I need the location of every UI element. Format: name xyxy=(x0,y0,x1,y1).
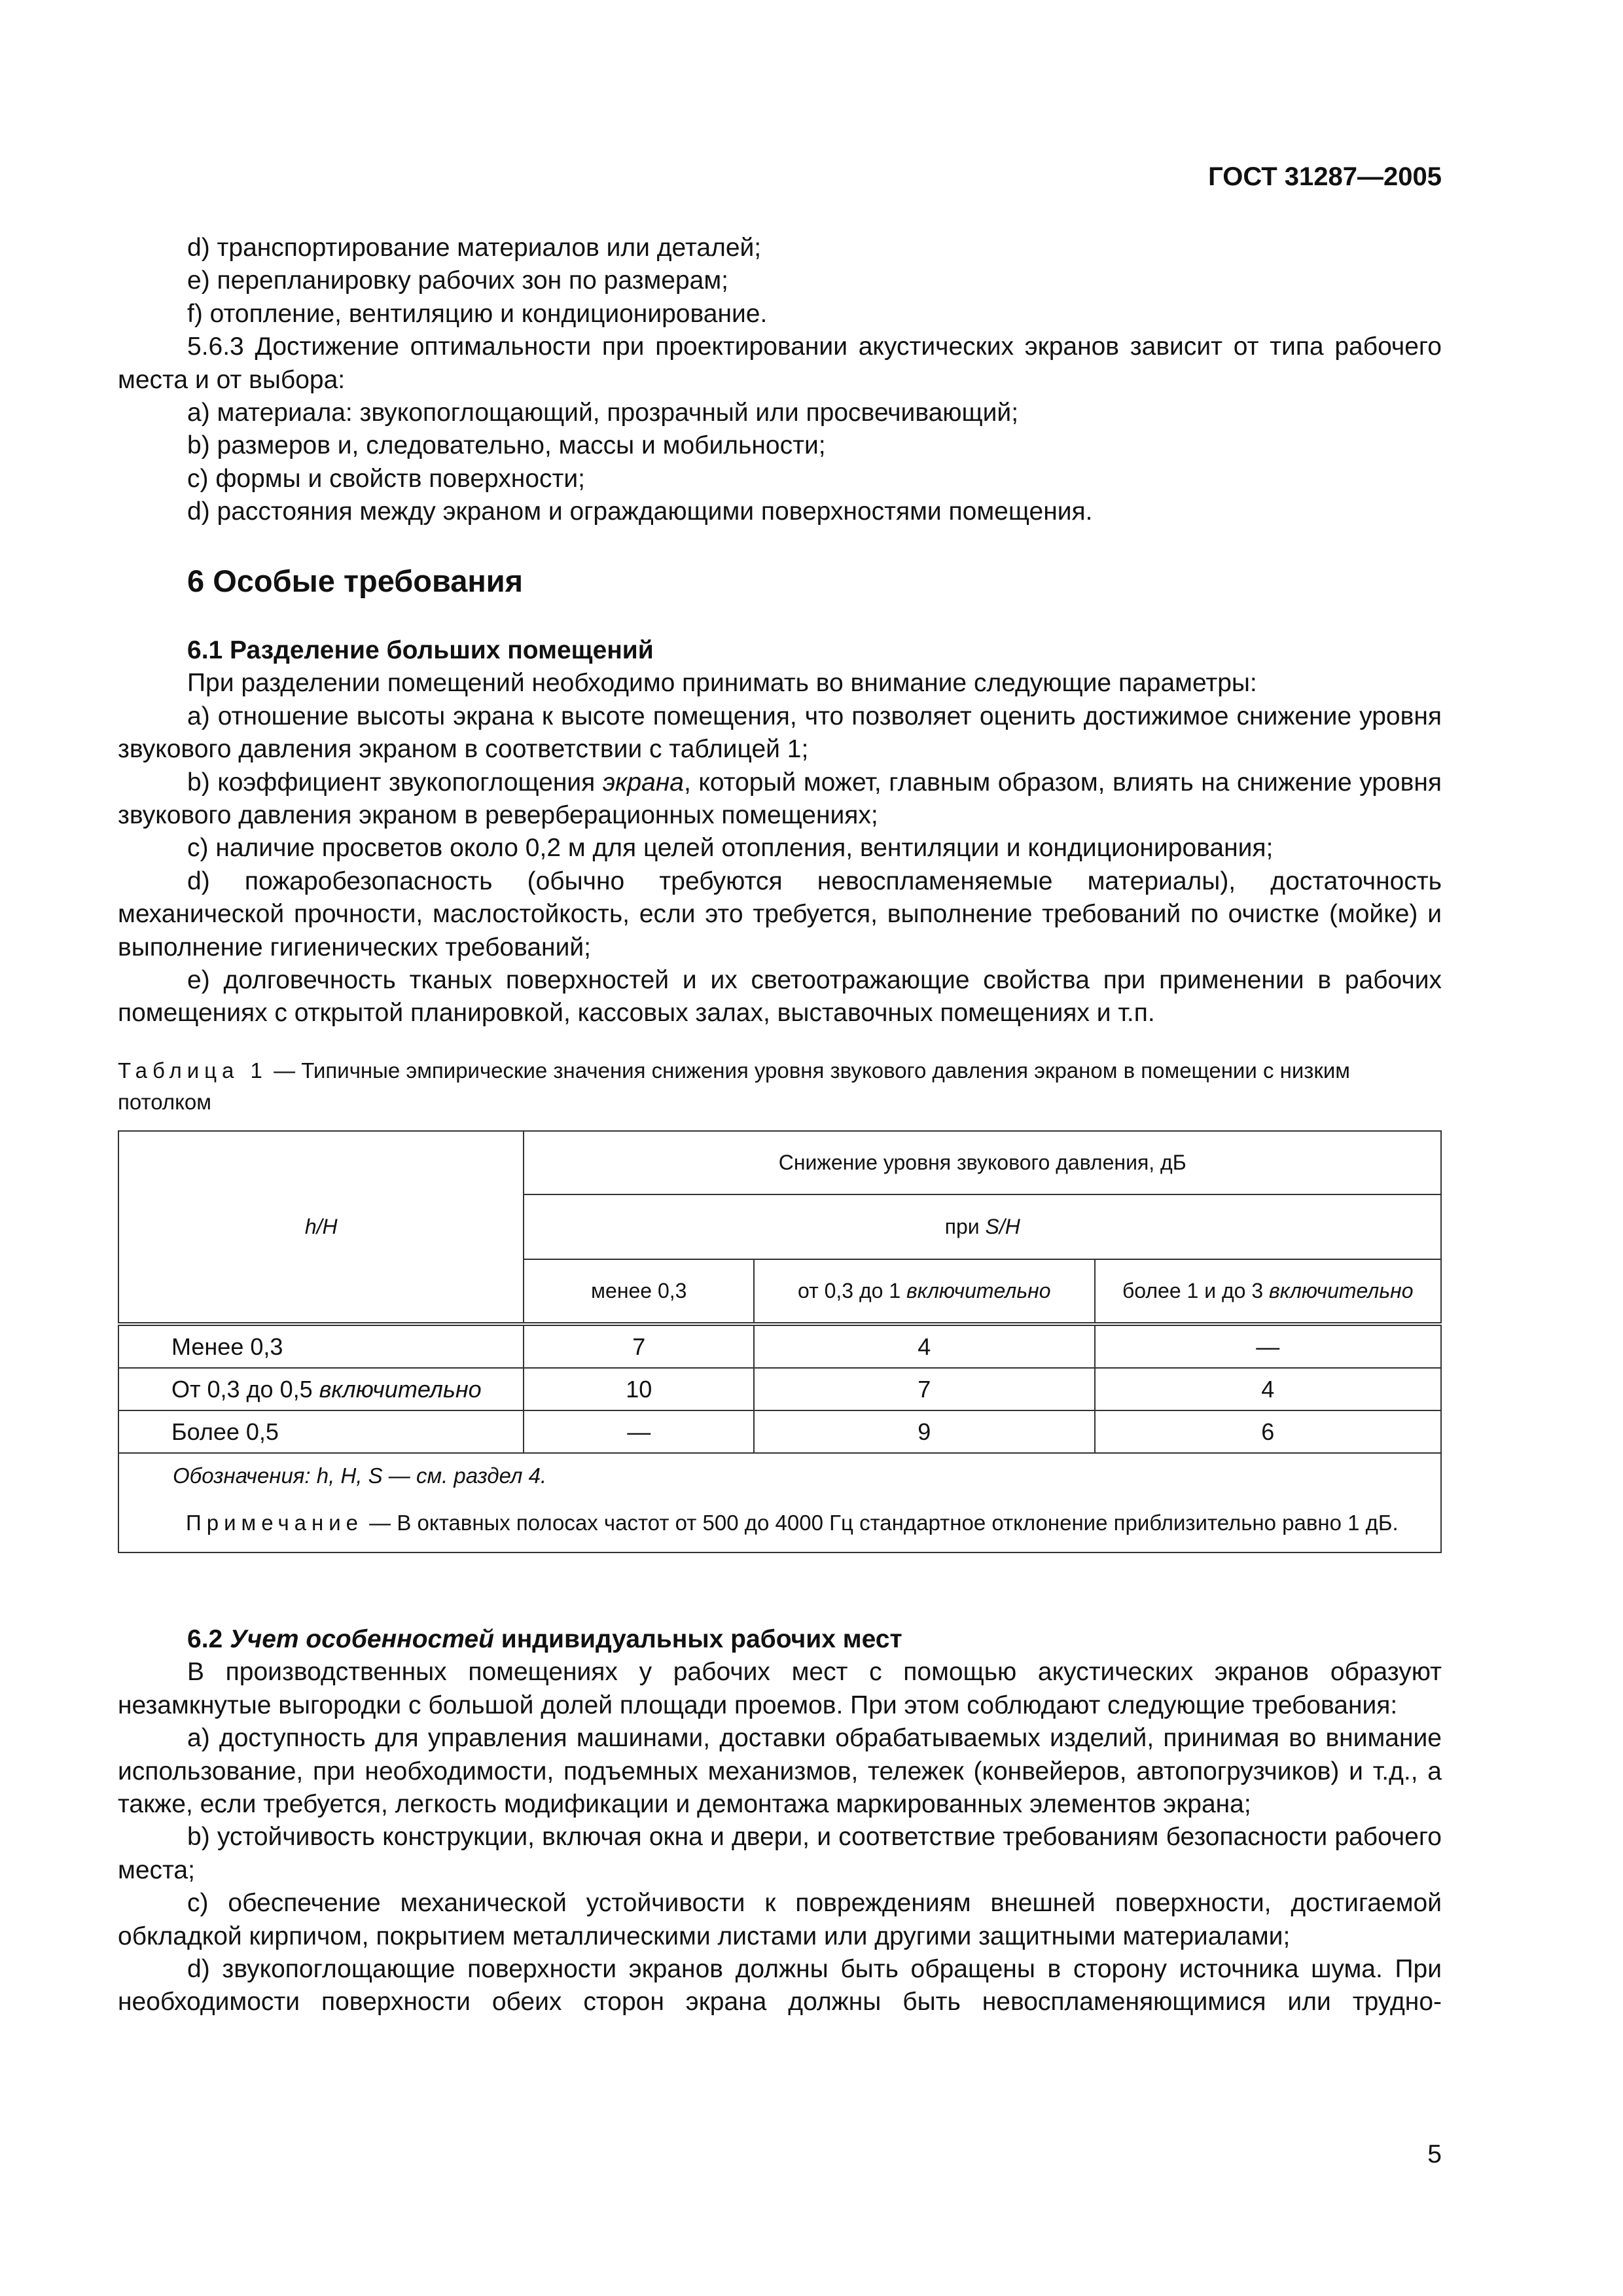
table-row xyxy=(118,1324,1441,1368)
text: Более 0,5 xyxy=(171,1418,279,1445)
section-5-6-continuation xyxy=(118,232,1442,529)
text: при xyxy=(944,1215,986,1238)
column-header xyxy=(1095,1259,1442,1324)
subsection-heading xyxy=(118,1623,1442,1656)
text-italic: включительно xyxy=(319,1375,482,1403)
table-notes xyxy=(118,1453,1441,1552)
list-item: b) размеров и, следовательно, массы и мобильности; xyxy=(187,431,826,460)
list-item: a) материала: звукопоглощающий, прозрачный или просвечивающий; xyxy=(187,399,1019,427)
table-cell: 9 xyxy=(754,1410,1094,1453)
paragraph-5-6-3: 5.6.3 Достижение оптимальности при проектировании акустических экранов зависит от типа рабочего места и от выбора: xyxy=(118,332,1442,394)
note-text: — В октавных полосах частот от 500 до 4000 Гц стандартное отклонение приблизительно равно 1 дБ. xyxy=(363,1511,1399,1535)
list-item: d) пожаробезопасность (обычно требуются невоспламеняемые материалы), достаточность механической прочности, маслостойкость, если это требуется, выполнение требований по очистке (мойке) и выполнение гигиенических требований; xyxy=(118,867,1442,961)
row-label xyxy=(118,1324,524,1368)
list-item: b) устойчивость конструкции, включая окна и двери, и соответствие требованиям безопасности рабочего места; xyxy=(118,1823,1442,1884)
column-group-header: Снижение уровня звукового давления, дБ xyxy=(524,1131,1441,1194)
subsection-heading: 6.1 Разделение больших помещений xyxy=(187,636,654,664)
list-item: d) расстояния между экраном и ограждающими поверхностями помещения. xyxy=(187,497,1093,526)
text: индивидуальных рабочих мест xyxy=(493,1625,902,1653)
list-item: f) отопление, вентиляцию и кондиционирование. xyxy=(187,299,768,328)
list-item: c) наличие просветов около 0,2 м для целей отопления, вентиляции и кондиционирования; xyxy=(187,834,1274,863)
table-cell: 4 xyxy=(754,1324,1094,1368)
list-item xyxy=(118,766,1442,833)
text: , который может, главным образом, влиять на снижение уровня звукового давления экраном в реверберационных помещениях; xyxy=(118,768,1442,830)
document-id-header: ГОСТ 31287—2005 xyxy=(1208,162,1442,191)
text-italic: S/H xyxy=(985,1215,1020,1238)
list-item: e) перепланировку рабочих зон по размерам; xyxy=(187,266,729,295)
table-cell: 4 xyxy=(1095,1368,1442,1410)
text: 6.2 xyxy=(187,1625,230,1653)
table-row xyxy=(118,1410,1441,1453)
section-6 xyxy=(118,562,1442,601)
table-legend: Обозначения: h, H, S — см. раздел 4. xyxy=(173,1463,547,1488)
column-header xyxy=(754,1259,1094,1324)
text: Менее 0,3 xyxy=(171,1333,283,1360)
list-item: d) транспортирование материалов или деталей; xyxy=(187,234,762,262)
list-item: c) формы и свойств поверхности; xyxy=(187,464,586,493)
note-label: Примечание xyxy=(186,1511,364,1535)
list-item: e) долговечность тканых поверхностей и их светоотражающие свойства при применении в рабочих помещениях с открытой планировкой, кассовых залах, выставочных помещениях и т.п. xyxy=(118,966,1442,1028)
column-header-h-h: h/H xyxy=(304,1215,338,1238)
text: b) коэффициент звукопоглощения xyxy=(187,768,603,797)
text-italic: Учет особенностей xyxy=(230,1625,494,1653)
section-6-2 xyxy=(118,1623,1442,2019)
section-heading: 6 Особые требования xyxy=(187,564,524,598)
page-number: 5 xyxy=(1427,2140,1442,2168)
column-header xyxy=(524,1259,754,1324)
row-label xyxy=(118,1368,524,1410)
paragraph: В производственных помещениях у рабочих мест с помощью акустических экранов образуют незамкнутые выгородки с большой долей площади проемов. При этом соблюдают следующие требования: xyxy=(118,1658,1442,1719)
list-item: d) звукопоглощающие поверхности экранов должны быть обращены в сторону источника шума. При необходимости поверхности обеих сторон экрана должны быть невоспламеняющимися или трудно- xyxy=(118,1955,1442,2017)
table-caption-label: Таблица 1 xyxy=(118,1058,268,1083)
table-cell: — xyxy=(1095,1324,1442,1368)
table-row xyxy=(118,1368,1441,1410)
table-cell: 7 xyxy=(754,1368,1094,1410)
column-subgroup-header xyxy=(524,1194,1441,1259)
table-cell: 10 xyxy=(524,1368,754,1410)
list-item: c) обеспечение механической устойчивости к повреждениям внешней поверхности, достигаемой обкладкой кирпичом, покрытием металлическими листами или другими защитными материалами; xyxy=(118,1889,1442,1950)
table-1 xyxy=(118,1130,1442,1553)
text-italic: экрана xyxy=(602,768,684,797)
table-cell: 7 xyxy=(524,1324,754,1368)
table-cell: 6 xyxy=(1095,1410,1442,1453)
text: менее 0,3 xyxy=(591,1279,687,1302)
section-6-1 xyxy=(118,634,1442,1030)
text: От 0,3 до 0,5 xyxy=(171,1375,319,1403)
list-item: a) отношение высоты экрана к высоте помещения, что позволяет оценить достижимое снижение уровня звукового давления экраном в соответствии с таблицей 1; xyxy=(118,702,1442,764)
table-cell: — xyxy=(524,1410,754,1453)
table-caption-text: — Типичные эмпирические значения снижения уровня звукового давления экраном в помещении с низким потолком xyxy=(118,1058,1350,1114)
text-italic: включительно xyxy=(1269,1279,1414,1302)
text: от 0,3 до 1 xyxy=(797,1279,907,1302)
row-label xyxy=(118,1410,524,1453)
table-caption xyxy=(118,1055,1442,1118)
table-note xyxy=(134,1507,1426,1539)
paragraph: При разделении помещений необходимо принимать во внимание следующие параметры: xyxy=(187,669,1257,698)
text: более 1 и до 3 xyxy=(1122,1279,1270,1302)
text-italic: включительно xyxy=(906,1279,1051,1302)
list-item: a) доступность для управления машинами, доставки обрабатываемых изделий, принимая во внимание использование, при необходимости, подъемных механизмов, тележек (конвейеров, автопогрузчиков) и т.д., а также, если требуется, легкость модификации и демонтажа маркированных элементов экрана; xyxy=(118,1724,1442,1819)
